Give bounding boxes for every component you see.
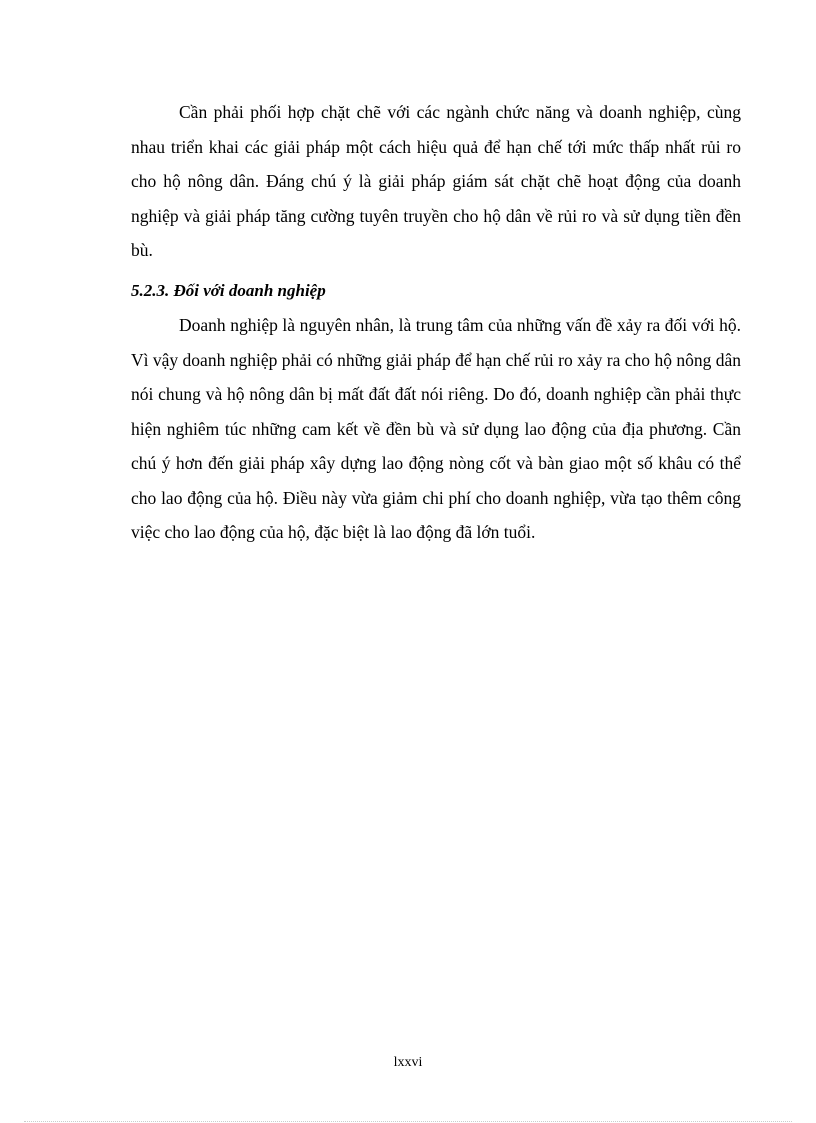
paragraph-enterprise: Doanh nghiệp là nguyên nhân, là trung tâm của những vấn đề xảy ra đối với hộ. Vì vậy doanh nghiệp phải có những giải pháp để hạn chế rủi ro xảy ra cho hộ nông dân nói chung và hộ nông dân bị mất đất đất nói riêng. Do đó, doanh nghiệp cần phải thực hiện nghiêm túc những cam kết về đền bù và sử dụng lao động của địa phương. Cần chú ý hơn đến giải pháp xây dựng lao động nòng cốt và bàn giao một số khâu có thể cho lao động của hộ. Điều này vừa giảm chi phí cho doanh nghiệp, vừa tạo thêm công việc cho lao động của hộ, đặc biệt là lao động đã lớn tuổi.: [131, 315, 741, 542]
paragraph-coordination: Cần phải phối hợp chặt chẽ với các ngành chức năng và doanh nghiệp, cùng nhau triển khai các giải pháp một cách hiệu quả để hạn chế tới mức thấp nhất rủi ro cho hộ nông dân. Đáng chú ý là giải pháp giám sát chặt chẽ hoạt động của doanh nghiệp và giải pháp tăng cường tuyên truyền cho hộ dân về rủi ro và sử dụng tiền đền bù.: [131, 102, 741, 260]
page-number: lxxvi: [393, 1055, 423, 1070]
section-heading: 5.2.3. Đối với doanh nghiệp: [131, 280, 326, 300]
page-bottom-divider: [24, 1121, 792, 1122]
page-content: [131, 95, 741, 550]
